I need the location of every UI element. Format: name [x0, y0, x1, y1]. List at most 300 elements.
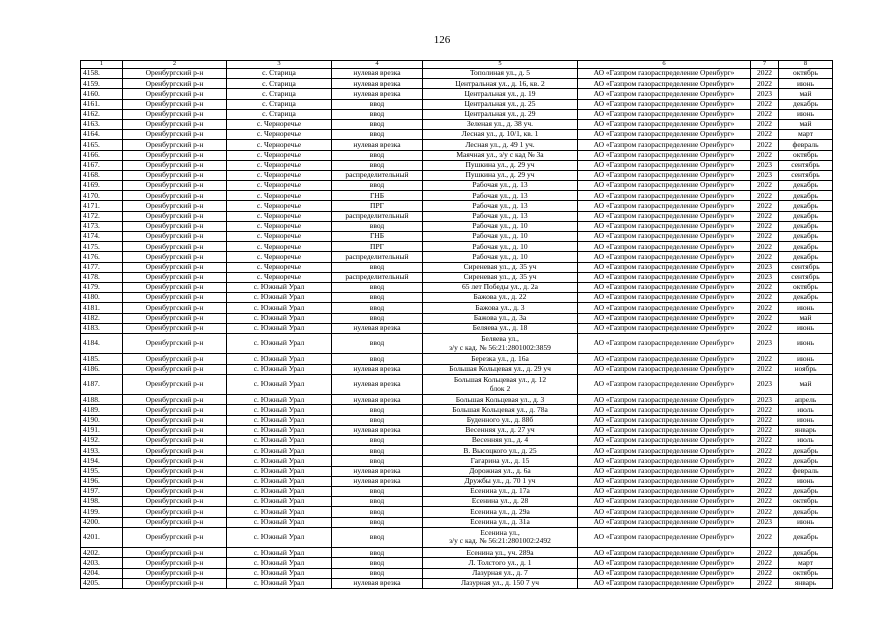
address-cell: Есенина ул., д. 17а: [423, 486, 578, 496]
work-type-cell: распределительный: [332, 272, 423, 282]
organization-cell: АО «Газпром газораспределение Оренбург»: [578, 211, 751, 221]
table-row: [81, 119, 833, 129]
month-cell: декабрь: [779, 486, 833, 496]
locality-cell: с. Южный Урал: [227, 446, 332, 456]
row-number-cell: 4175.: [81, 242, 123, 252]
year-cell: 2022: [751, 181, 779, 191]
locality-cell: с. Черноречье: [227, 119, 332, 129]
organization-cell: АО «Газпром газораспределение Оренбург»: [578, 486, 751, 496]
year-cell: 2022: [751, 79, 779, 89]
column-number-7: 7: [751, 61, 779, 69]
row-number-cell: 4204.: [81, 568, 123, 578]
work-type-cell: нулевая врезка: [332, 425, 423, 435]
address-cell: Рабочая ул., д. 10: [423, 252, 578, 262]
table-row: [81, 507, 833, 517]
table-row: [81, 99, 833, 109]
table-row: [81, 232, 833, 242]
column-number-3: 3: [227, 61, 332, 69]
year-cell: 2022: [751, 364, 779, 374]
row-number-cell: 4191.: [81, 425, 123, 435]
table-row: [81, 272, 833, 282]
organization-cell: АО «Газпром газораспределение Оренбург»: [578, 323, 751, 333]
table-row: [81, 374, 833, 395]
organization-cell: АО «Газпром газораспределение Оренбург»: [578, 578, 751, 588]
locality-cell: с. Черноречье: [227, 160, 332, 170]
row-number-cell: 4196.: [81, 476, 123, 486]
row-number-cell: 4184.: [81, 333, 123, 354]
month-cell: сентябрь: [779, 170, 833, 180]
row-number-cell: 4159.: [81, 79, 123, 89]
row-number-cell: 4201.: [81, 527, 123, 548]
month-cell: декабрь: [779, 99, 833, 109]
year-cell: 2023: [751, 262, 779, 272]
locality-cell: с. Черноречье: [227, 181, 332, 191]
table-row: [81, 456, 833, 466]
locality-cell: с. Старица: [227, 109, 332, 119]
row-number-cell: 4168.: [81, 170, 123, 180]
table-row: [81, 446, 833, 456]
address-cell: Тополиная ул., д. 5: [423, 69, 578, 79]
month-cell: май: [779, 313, 833, 323]
work-type-cell: ввод: [332, 150, 423, 160]
work-type-cell: нулевая врезка: [332, 89, 423, 99]
locality-cell: с. Черноречье: [227, 201, 332, 211]
district-cell: Оренбургский р-н: [123, 364, 227, 374]
address-cell: Есенина ул., д. 29а: [423, 507, 578, 517]
district-cell: Оренбургский р-н: [123, 262, 227, 272]
district-cell: Оренбургский р-н: [123, 446, 227, 456]
month-cell: февраль: [779, 466, 833, 476]
row-number-cell: 4205.: [81, 578, 123, 588]
month-cell: октябрь: [779, 282, 833, 292]
row-number-cell: 4158.: [81, 69, 123, 79]
locality-cell: с. Черноречье: [227, 242, 332, 252]
row-number-cell: 4200.: [81, 517, 123, 527]
table-row: [81, 130, 833, 140]
table-row: [81, 313, 833, 323]
locality-cell: с. Черноречье: [227, 272, 332, 282]
locality-cell: с. Южный Урал: [227, 476, 332, 486]
address-cell: Есенина ул., уч. 289а: [423, 548, 578, 558]
row-number-cell: 4165.: [81, 140, 123, 150]
row-number-cell: 4176.: [81, 252, 123, 262]
table-row: [81, 333, 833, 354]
address-cell: Лесная ул., д. 10/1, кв. 1: [423, 130, 578, 140]
address-cell: Гагарина ул., д. 15: [423, 456, 578, 466]
table-row: [81, 486, 833, 496]
organization-cell: АО «Газпром газораспределение Оренбург»: [578, 191, 751, 201]
year-cell: 2022: [751, 405, 779, 415]
month-cell: февраль: [779, 140, 833, 150]
district-cell: Оренбургский р-н: [123, 221, 227, 231]
year-cell: 2022: [751, 282, 779, 292]
district-cell: Оренбургский р-н: [123, 568, 227, 578]
work-type-cell: ГНБ: [332, 232, 423, 242]
address-cell: Рабочая ул., д. 10: [423, 232, 578, 242]
organization-cell: АО «Газпром газораспределение Оренбург»: [578, 160, 751, 170]
year-cell: 2022: [751, 558, 779, 568]
page-number: 126: [433, 34, 451, 46]
work-type-cell: ввод: [332, 99, 423, 109]
row-number-cell: 4178.: [81, 272, 123, 282]
locality-cell: с. Южный Урал: [227, 436, 332, 446]
district-cell: Оренбургский р-н: [123, 181, 227, 191]
table-row: [81, 211, 833, 221]
organization-cell: АО «Газпром газораспределение Оренбург»: [578, 242, 751, 252]
month-cell: июнь: [779, 333, 833, 354]
row-number-cell: 4160.: [81, 89, 123, 99]
year-cell: 2022: [751, 578, 779, 588]
district-cell: Оренбургский р-н: [123, 79, 227, 89]
organization-cell: АО «Газпром газораспределение Оренбург»: [578, 89, 751, 99]
row-number-cell: 4180.: [81, 293, 123, 303]
district-cell: Оренбургский р-н: [123, 282, 227, 292]
organization-cell: АО «Газпром газораспределение Оренбург»: [578, 446, 751, 456]
locality-cell: с. Черноречье: [227, 232, 332, 242]
organization-cell: АО «Газпром газораспределение Оренбург»: [578, 119, 751, 129]
organization-cell: АО «Газпром газораспределение Оренбург»: [578, 272, 751, 282]
organization-cell: АО «Газпром газораспределение Оренбург»: [578, 303, 751, 313]
work-type-cell: ввод: [332, 405, 423, 415]
locality-cell: с. Южный Урал: [227, 405, 332, 415]
organization-cell: АО «Газпром газораспределение Оренбург»: [578, 282, 751, 292]
table-row: [81, 578, 833, 588]
organization-cell: АО «Газпром газораспределение Оренбург»: [578, 333, 751, 354]
table-row: [81, 262, 833, 272]
month-cell: декабрь: [779, 181, 833, 191]
address-cell: Большая Кольцевая ул., д. 29 уч: [423, 364, 578, 374]
work-type-cell: ввод: [332, 568, 423, 578]
month-cell: декабрь: [779, 211, 833, 221]
month-cell: май: [779, 89, 833, 99]
locality-cell: с. Черноречье: [227, 262, 332, 272]
row-number-cell: 4181.: [81, 303, 123, 313]
locality-cell: с. Южный Урал: [227, 415, 332, 425]
work-type-cell: ввод: [332, 262, 423, 272]
district-cell: Оренбургский р-н: [123, 476, 227, 486]
table-row: [81, 364, 833, 374]
row-number-cell: 4169.: [81, 181, 123, 191]
organization-cell: АО «Газпром газораспределение Оренбург»: [578, 364, 751, 374]
address-cell: [423, 333, 578, 354]
locality-cell: с. Черноречье: [227, 170, 332, 180]
work-type-cell: ввод: [332, 293, 423, 303]
table-row: [81, 548, 833, 558]
organization-cell: АО «Газпром газораспределение Оренбург»: [578, 476, 751, 486]
month-cell: сентябрь: [779, 272, 833, 282]
year-cell: 2022: [751, 354, 779, 364]
organization-cell: АО «Газпром газораспределение Оренбург»: [578, 415, 751, 425]
year-cell: 2022: [751, 425, 779, 435]
month-cell: март: [779, 130, 833, 140]
table-row: [81, 109, 833, 119]
year-cell: 2022: [751, 150, 779, 160]
district-cell: Оренбургский р-н: [123, 191, 227, 201]
column-number-5: 5: [423, 61, 578, 69]
organization-cell: АО «Газпром газораспределение Оренбург»: [578, 69, 751, 79]
table-row: [81, 517, 833, 527]
row-number-cell: 4171.: [81, 201, 123, 211]
table-row: [81, 201, 833, 211]
locality-cell: с. Черноречье: [227, 221, 332, 231]
table-row: [81, 69, 833, 79]
year-cell: 2022: [751, 69, 779, 79]
work-type-cell: ввод: [332, 497, 423, 507]
district-cell: Оренбургский р-н: [123, 201, 227, 211]
row-number-cell: 4202.: [81, 548, 123, 558]
year-cell: 2022: [751, 313, 779, 323]
column-number-8: 8: [779, 61, 833, 69]
month-cell: декабрь: [779, 548, 833, 558]
row-number-cell: 4179.: [81, 282, 123, 292]
table-row: [81, 466, 833, 476]
address-cell: Дорожная ул., д. 6а: [423, 466, 578, 476]
year-cell: 2022: [751, 507, 779, 517]
locality-cell: с. Южный Урал: [227, 497, 332, 507]
year-cell: 2022: [751, 293, 779, 303]
year-cell: 2022: [751, 548, 779, 558]
month-cell: декабрь: [779, 293, 833, 303]
work-type-cell: нулевая врезка: [332, 476, 423, 486]
year-cell: 2023: [751, 517, 779, 527]
month-cell: июнь: [779, 323, 833, 333]
organization-cell: АО «Газпром газораспределение Оренбург»: [578, 527, 751, 548]
locality-cell: с. Южный Урал: [227, 507, 332, 517]
organization-cell: АО «Газпром газораспределение Оренбург»: [578, 517, 751, 527]
organization-cell: АО «Газпром газораспределение Оренбург»: [578, 293, 751, 303]
work-type-cell: ввод: [332, 313, 423, 323]
address-cell: Есенина ул., д. 28: [423, 497, 578, 507]
work-type-cell: ввод: [332, 119, 423, 129]
address-line-2: з/у с кад. № 56:21:2801002:3859: [449, 342, 551, 352]
district-cell: Оренбургский р-н: [123, 395, 227, 405]
month-cell: сентябрь: [779, 160, 833, 170]
row-number-cell: 4187.: [81, 374, 123, 395]
organization-cell: АО «Газпром газораспределение Оренбург»: [578, 497, 751, 507]
year-cell: 2023: [751, 333, 779, 354]
month-cell: октябрь: [779, 150, 833, 160]
year-cell: 2022: [751, 497, 779, 507]
row-number-cell: 4167.: [81, 160, 123, 170]
column-number-4: 4: [332, 61, 423, 69]
year-cell: 2022: [751, 191, 779, 201]
organization-cell: АО «Газпром газораспределение Оренбург»: [578, 109, 751, 119]
month-cell: июнь: [779, 109, 833, 119]
district-cell: Оренбургский р-н: [123, 130, 227, 140]
row-number-cell: 4203.: [81, 558, 123, 568]
table-row: [81, 395, 833, 405]
row-number-cell: 4164.: [81, 130, 123, 140]
row-number-cell: 4182.: [81, 313, 123, 323]
district-cell: Оренбургский р-н: [123, 497, 227, 507]
table-row: [81, 497, 833, 507]
table-row: [81, 242, 833, 252]
work-type-cell: нулевая врезка: [332, 323, 423, 333]
row-number-cell: 4177.: [81, 262, 123, 272]
district-cell: Оренбургский р-н: [123, 354, 227, 364]
address-cell: Буденного ул., д. 88б: [423, 415, 578, 425]
row-number-cell: 4162.: [81, 109, 123, 119]
organization-cell: АО «Газпром газораспределение Оренбург»: [578, 170, 751, 180]
locality-cell: с. Старица: [227, 79, 332, 89]
row-number-cell: 4161.: [81, 99, 123, 109]
work-type-cell: ввод: [332, 160, 423, 170]
address-cell: Беляева ул., д. 18: [423, 323, 578, 333]
organization-cell: АО «Газпром газораспределение Оренбург»: [578, 374, 751, 395]
table-row: [81, 425, 833, 435]
organization-cell: АО «Газпром газораспределение Оренбург»: [578, 548, 751, 558]
row-number-cell: 4192.: [81, 436, 123, 446]
column-number-2: 2: [123, 61, 227, 69]
row-number-cell: 4195.: [81, 466, 123, 476]
work-type-cell: ввод: [332, 558, 423, 568]
organization-cell: АО «Газпром газораспределение Оренбург»: [578, 201, 751, 211]
address-cell: [423, 374, 578, 395]
row-number-cell: 4189.: [81, 405, 123, 415]
address-cell: Рабочая ул., д. 10: [423, 242, 578, 252]
month-cell: декабрь: [779, 456, 833, 466]
month-cell: декабрь: [779, 527, 833, 548]
year-cell: 2022: [751, 568, 779, 578]
organization-cell: АО «Газпром газораспределение Оренбург»: [578, 466, 751, 476]
locality-cell: с. Черноречье: [227, 150, 332, 160]
address-line-1: Большая Кольцевая ул., д. 12: [453, 375, 547, 384]
month-cell: май: [779, 374, 833, 395]
table-row: [81, 170, 833, 180]
work-type-cell: ввод: [332, 456, 423, 466]
locality-cell: с. Южный Урал: [227, 558, 332, 568]
year-cell: 2022: [751, 109, 779, 119]
address-line-2: блок 2: [489, 383, 511, 393]
district-cell: Оренбургский р-н: [123, 170, 227, 180]
locality-cell: с. Черноречье: [227, 252, 332, 262]
row-number-cell: 4190.: [81, 415, 123, 425]
address-cell: Маячная ул., з/у с кад № 3а: [423, 150, 578, 160]
organization-cell: АО «Газпром газораспределение Оренбург»: [578, 354, 751, 364]
month-cell: октябрь: [779, 568, 833, 578]
district-cell: Оренбургский р-н: [123, 99, 227, 109]
organization-cell: АО «Газпром газораспределение Оренбург»: [578, 395, 751, 405]
district-cell: Оренбургский р-н: [123, 109, 227, 119]
work-type-cell: ввод: [332, 486, 423, 496]
table-row: [81, 568, 833, 578]
address-cell: Есенина ул., д. 31а: [423, 517, 578, 527]
year-cell: 2022: [751, 486, 779, 496]
table-row: [81, 354, 833, 364]
year-cell: 2022: [751, 252, 779, 262]
address-cell: Зеленая ул., д. 38 уч.: [423, 119, 578, 129]
organization-cell: АО «Газпром газораспределение Оренбург»: [578, 99, 751, 109]
work-type-cell: ПРГ: [332, 242, 423, 252]
organization-cell: АО «Газпром газораспределение Оренбург»: [578, 405, 751, 415]
row-number-cell: 4188.: [81, 395, 123, 405]
district-cell: Оренбургский р-н: [123, 405, 227, 415]
year-cell: 2023: [751, 272, 779, 282]
year-cell: 2022: [751, 119, 779, 129]
address-cell: Большая Кольцевая ул., д. 78а: [423, 405, 578, 415]
locality-cell: с. Черноречье: [227, 191, 332, 201]
month-cell: декабрь: [779, 201, 833, 211]
district-cell: Оренбургский р-н: [123, 313, 227, 323]
year-cell: 2022: [751, 99, 779, 109]
organization-cell: АО «Газпром газораспределение Оренбург»: [578, 232, 751, 242]
table-row: [81, 293, 833, 303]
table-row: [81, 150, 833, 160]
address-cell: Рабочая ул., д. 13: [423, 211, 578, 221]
address-cell: Сиреневая ул., д. 35 уч: [423, 272, 578, 282]
row-number-cell: 4199.: [81, 507, 123, 517]
month-cell: декабрь: [779, 507, 833, 517]
work-type-cell: ввод: [332, 517, 423, 527]
district-cell: Оренбургский р-н: [123, 272, 227, 282]
district-cell: Оренбургский р-н: [123, 119, 227, 129]
table-row: [81, 527, 833, 548]
month-cell: июль: [779, 436, 833, 446]
year-cell: 2023: [751, 89, 779, 99]
month-cell: апрель: [779, 395, 833, 405]
year-cell: 2023: [751, 374, 779, 395]
locality-cell: с. Южный Урал: [227, 323, 332, 333]
organization-cell: АО «Газпром газораспределение Оренбург»: [578, 79, 751, 89]
work-type-cell: нулевая врезка: [332, 395, 423, 405]
organization-cell: АО «Газпром газораспределение Оренбург»: [578, 221, 751, 231]
locality-cell: с. Старица: [227, 69, 332, 79]
year-cell: 2022: [751, 303, 779, 313]
column-number-6: 6: [578, 61, 751, 69]
organization-cell: АО «Газпром газораспределение Оренбург»: [578, 252, 751, 262]
district-cell: Оренбургский р-н: [123, 242, 227, 252]
year-cell: 2022: [751, 323, 779, 333]
month-cell: январь: [779, 425, 833, 435]
address-cell: Пушкина ул., д. 29 уч: [423, 170, 578, 180]
organization-cell: АО «Газпром газораспределение Оренбург»: [578, 140, 751, 150]
address-cell: Дружбы ул., д. 70 1 уч: [423, 476, 578, 486]
year-cell: 2022: [751, 415, 779, 425]
district-cell: Оренбургский р-н: [123, 303, 227, 313]
work-type-cell: ввод: [332, 221, 423, 231]
address-cell: Березка ул., д. 16а: [423, 354, 578, 364]
address-line-1: Беляева ул.,: [481, 334, 519, 344]
locality-cell: с. Южный Урал: [227, 303, 332, 313]
locality-cell: с. Старица: [227, 99, 332, 109]
address-cell: Пушкина ул., д. 29 уч: [423, 160, 578, 170]
district-cell: Оренбургский р-н: [123, 333, 227, 354]
address-cell: Центральная ул., д. 16, кв. 2: [423, 79, 578, 89]
address-line-1: Есенина ул.,: [480, 527, 520, 537]
organization-cell: АО «Газпром газораспределение Оренбург»: [578, 150, 751, 160]
address-cell: Большая Кольцевая ул., д. 3: [423, 395, 578, 405]
work-type-cell: ввод: [332, 130, 423, 140]
address-cell: Сиреневая ул., д. 35 уч: [423, 262, 578, 272]
district-cell: Оренбургский р-н: [123, 436, 227, 446]
address-cell: Бажова ул., д. 3а: [423, 313, 578, 323]
district-cell: Оренбургский р-н: [123, 558, 227, 568]
work-type-cell: ГНБ: [332, 191, 423, 201]
table-row: [81, 476, 833, 486]
address-cell: Лесная ул., д. 49 1 уч.: [423, 140, 578, 150]
district-cell: Оренбургский р-н: [123, 374, 227, 395]
year-cell: 2022: [751, 527, 779, 548]
row-number-cell: 4183.: [81, 323, 123, 333]
year-cell: 2023: [751, 395, 779, 405]
work-type-cell: ввод: [332, 415, 423, 425]
year-cell: 2022: [751, 211, 779, 221]
month-cell: июнь: [779, 476, 833, 486]
month-cell: июнь: [779, 517, 833, 527]
month-cell: декабрь: [779, 242, 833, 252]
district-cell: Оренбургский р-н: [123, 466, 227, 476]
district-cell: Оренбургский р-н: [123, 211, 227, 221]
